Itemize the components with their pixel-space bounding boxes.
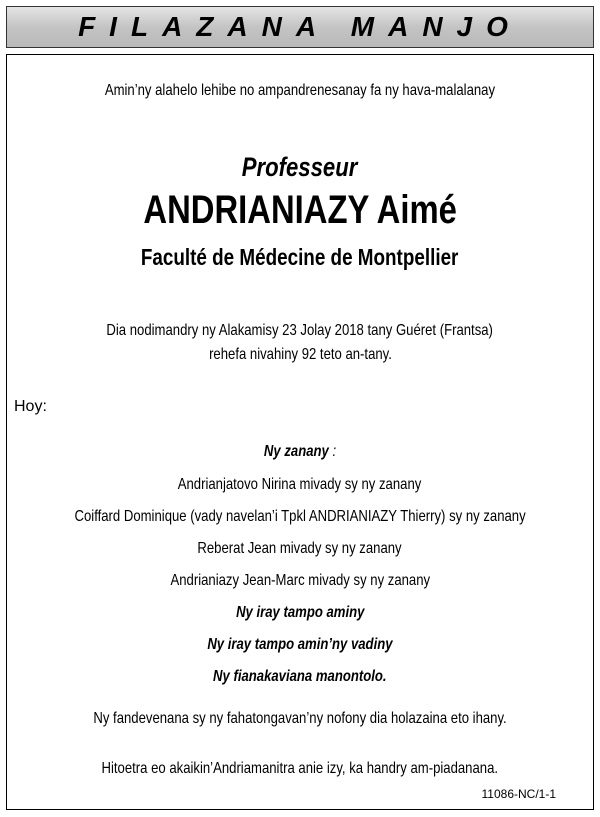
family-group: Ny iray tampo aminy [235,604,365,621]
family-member: Andrianjatovo Nirina mivady sy ny zanany [178,476,422,493]
deceased-name: ANDRIANIAZY Aimé [143,188,457,232]
prayer-text: Hitoetra eo akaikin’Andriamanitra anie izy, ka handry am-piadanana. [101,760,499,777]
deceased-title: Professeur [242,152,358,182]
deceased-affiliation: Faculté de Médecine de Montpellier [141,244,459,270]
family-group: Ny iray tampo amin’ny vadiny [207,636,393,653]
death-info-line1: Dia nodimandry ny Alakamisy 23 Jolay 2018 tany Guéret (Frantsa) [106,322,494,339]
funeral-notice: Ny fandevenana sy ny fahatongavan’ny nofony dia holazaina eto ihany. [93,710,507,727]
intro-text: Amin’ny alahelo lehibe no ampandrenesanay fa ny hava-malalanay [104,82,496,99]
family-member: Andrianiazy Jean-Marc mivady sy ny zanany [170,572,430,589]
family-member: Reberat Jean mivady sy ny zanany [197,540,403,557]
reference-code: 11086-NC/1-1 [481,787,556,801]
death-info-line2: rehefa nivahiny 92 teto an-tany. [208,346,392,363]
hoy-label: Hoy: [14,398,47,415]
family-heading: Ny zanany : [263,443,337,460]
family-member: Coiffard Dominique (vady navelan’i Tpkl ANDRIANIAZY Thierry) sy ny zanany [74,508,526,525]
banner-title: FILAZANA MANJO [78,11,522,42]
header-banner [6,6,594,48]
family-group: Ny fianakaviana manontolo. [213,668,387,685]
